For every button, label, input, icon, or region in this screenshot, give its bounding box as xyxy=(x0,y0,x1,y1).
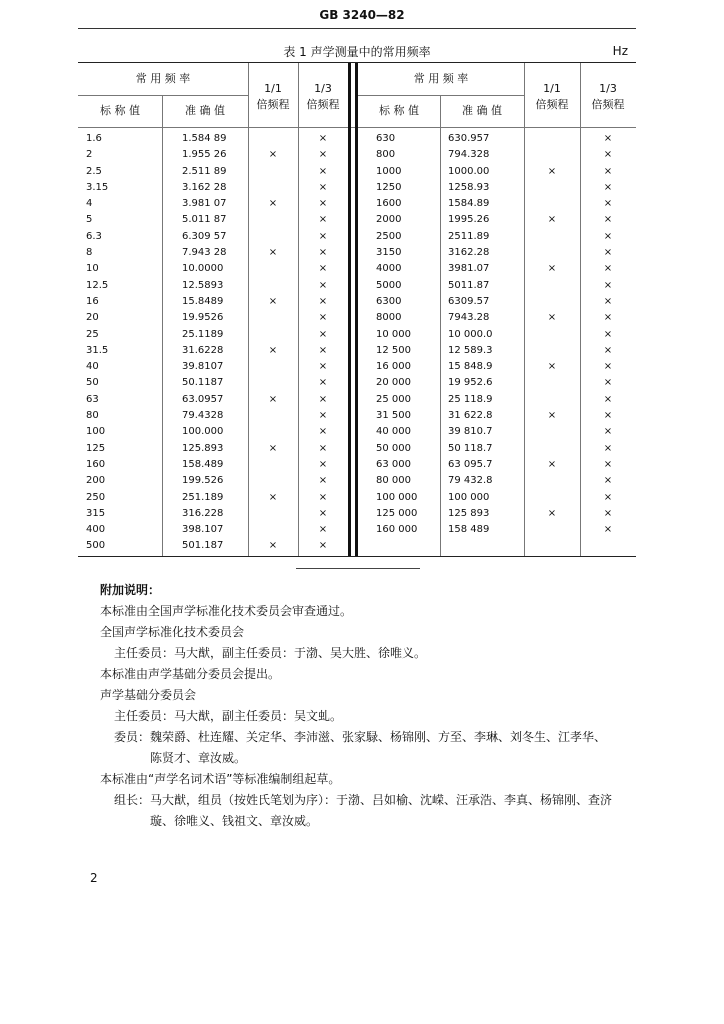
left-third-cell: × xyxy=(318,165,328,177)
right-exact-cell: 39 810.7 xyxy=(448,426,493,438)
header-freq-left: 常 用 频 率 xyxy=(135,72,191,85)
table-row xyxy=(78,441,636,457)
right-octave-cell: × xyxy=(547,458,557,470)
left-third-cell: × xyxy=(318,149,328,161)
right-third-cell: × xyxy=(603,393,613,405)
left-third-cell: × xyxy=(318,377,328,389)
table-row xyxy=(78,164,636,180)
left-exact-cell: 3.162 28 xyxy=(182,181,227,193)
left-nominal-cell: 500 xyxy=(86,540,106,552)
left-third-cell: × xyxy=(318,507,328,519)
right-third-cell: × xyxy=(603,214,613,226)
notes-title: 附加说明： xyxy=(100,583,161,597)
table-row xyxy=(78,245,636,261)
table-row xyxy=(78,294,636,310)
header-octave-left: 1/1 xyxy=(264,82,282,95)
right-nominal-cell: 100 000 xyxy=(376,491,418,503)
header-octave-band-right: 倍频程 xyxy=(535,98,569,111)
left-nominal-cell: 5 xyxy=(86,214,93,226)
left-nominal-cell: 125 xyxy=(86,442,106,454)
left-third-cell: × xyxy=(318,328,328,340)
table-row xyxy=(78,424,636,440)
right-third-cell: × xyxy=(603,295,613,307)
left-octave-cell: × xyxy=(268,149,278,161)
right-nominal-cell: 630 xyxy=(376,133,396,144)
right-third-cell: × xyxy=(603,181,613,193)
table-row xyxy=(78,473,636,489)
left-exact-cell: 5.011 87 xyxy=(182,214,227,226)
table-body xyxy=(78,131,636,555)
left-exact-cell: 10.0000 xyxy=(182,263,224,275)
left-exact-cell: 79.4328 xyxy=(182,410,224,422)
right-exact-cell: 31 622.8 xyxy=(448,410,493,422)
right-nominal-cell: 50 000 xyxy=(376,442,411,454)
left-octave-cell: × xyxy=(268,198,278,210)
right-third-cell: × xyxy=(603,198,613,210)
right-third-cell: × xyxy=(603,344,613,356)
note-line: 组长：马大猷，组员（按姓氏笔划为序）：于渤、吕如榆、沈嵘、汪承浩、李真、杨锦刚、查济 xyxy=(114,793,613,807)
left-third-cell: × xyxy=(318,230,328,242)
table-row xyxy=(78,359,636,375)
additional-notes xyxy=(100,580,660,832)
left-octave-cell: × xyxy=(268,540,278,552)
left-exact-cell: 50.1187 xyxy=(182,377,224,389)
right-exact-cell: 6309.57 xyxy=(448,295,490,307)
left-exact-cell: 12.5893 xyxy=(182,279,224,291)
right-third-cell: × xyxy=(603,524,613,536)
left-third-cell: × xyxy=(318,214,328,226)
right-octave-cell: × xyxy=(547,410,557,422)
right-exact-cell: 5011.87 xyxy=(448,279,490,291)
left-nominal-cell: 20 xyxy=(86,312,99,324)
left-nominal-cell: 16 xyxy=(86,295,99,307)
right-exact-cell: 19 952.6 xyxy=(448,377,493,389)
table-row xyxy=(78,147,636,163)
left-exact-cell: 158.489 xyxy=(182,458,224,470)
header-nominal-left: 标 称 值 xyxy=(100,104,140,117)
header-third-right: 1/3 xyxy=(599,82,617,95)
right-nominal-cell: 6300 xyxy=(376,295,402,307)
left-third-cell: × xyxy=(318,181,328,193)
right-third-cell: × xyxy=(603,377,613,389)
right-third-cell: × xyxy=(603,279,613,291)
right-third-cell: × xyxy=(603,149,613,161)
right-third-cell: × xyxy=(603,458,613,470)
right-nominal-cell: 12 500 xyxy=(376,344,411,356)
table-row xyxy=(78,261,636,277)
left-nominal-cell: 8 xyxy=(86,247,93,259)
right-exact-cell: 3981.07 xyxy=(448,263,490,275)
left-nominal-cell: 63 xyxy=(86,393,99,405)
right-third-cell: × xyxy=(603,491,613,503)
right-exact-cell: 1000.00 xyxy=(448,165,490,177)
left-nominal-cell: 100 xyxy=(86,426,106,438)
left-exact-cell: 3.981 07 xyxy=(182,198,227,210)
right-nominal-cell: 20 000 xyxy=(376,377,411,389)
left-nominal-cell: 2 xyxy=(86,149,93,161)
table-row xyxy=(78,180,636,196)
table-unit: Hz xyxy=(612,44,628,58)
right-octave-cell: × xyxy=(547,214,557,226)
left-exact-cell: 25.1189 xyxy=(182,328,224,340)
table-caption: 表 1 声学测量中的常用频率 xyxy=(283,45,431,59)
right-nominal-cell: 63 000 xyxy=(376,458,411,470)
left-third-cell: × xyxy=(318,279,328,291)
right-nominal-cell: 125 000 xyxy=(376,507,418,519)
right-nominal-cell: 3150 xyxy=(376,247,402,259)
right-third-cell: × xyxy=(603,247,613,259)
page-number: 2 xyxy=(90,871,98,885)
right-exact-cell: 794.328 xyxy=(448,149,490,161)
right-exact-cell: 63 095.7 xyxy=(448,458,493,470)
table-row xyxy=(78,457,636,473)
left-third-cell: × xyxy=(318,540,328,552)
right-nominal-cell: 80 000 xyxy=(376,475,411,487)
left-nominal-cell: 1.6 xyxy=(86,133,102,144)
left-exact-cell: 6.309 57 xyxy=(182,230,227,242)
right-exact-cell: 10 000.0 xyxy=(448,328,493,340)
right-exact-cell: 50 118.7 xyxy=(448,442,493,454)
left-exact-cell: 19.9526 xyxy=(182,312,224,324)
left-exact-cell: 39.8107 xyxy=(182,361,224,373)
right-exact-cell: 2511.89 xyxy=(448,230,490,242)
table-row xyxy=(78,408,636,424)
note-line: 本标准由“声学名词术语”等标准编制组起草。 xyxy=(100,772,341,786)
right-octave-cell: × xyxy=(547,361,557,373)
right-third-cell: × xyxy=(603,312,613,324)
left-octave-cell: × xyxy=(268,393,278,405)
right-exact-cell: 158 489 xyxy=(448,524,490,536)
note-line: 本标准由全国声学标准化技术委员会审查通过。 xyxy=(100,604,353,618)
right-third-cell: × xyxy=(603,442,613,454)
table-row xyxy=(78,522,636,538)
right-third-cell: × xyxy=(603,263,613,275)
left-third-cell: × xyxy=(318,295,328,307)
right-nominal-cell: 25 000 xyxy=(376,393,411,405)
left-nominal-cell: 12.5 xyxy=(86,279,109,291)
right-nominal-cell: 8000 xyxy=(376,312,402,324)
left-octave-cell: × xyxy=(268,442,278,454)
right-third-cell: × xyxy=(603,475,613,487)
right-third-cell: × xyxy=(603,507,613,519)
note-line: 主任委员：马大猷，副主任委员：于渤、吴大胜、徐唯义。 xyxy=(114,646,427,660)
table-row xyxy=(78,212,636,228)
left-exact-cell: 31.6228 xyxy=(182,344,224,356)
header-exact-left: 准 确 值 xyxy=(185,104,225,117)
left-third-cell: × xyxy=(318,491,328,503)
left-octave-cell: × xyxy=(268,491,278,503)
left-nominal-cell: 80 xyxy=(86,410,99,422)
note-line: 陈贤才、章汝威。 xyxy=(150,751,247,765)
note-line: 全国声学标准化技术委员会 xyxy=(100,625,245,639)
right-nominal-cell: 160 000 xyxy=(376,524,418,536)
left-exact-cell: 398.107 xyxy=(182,524,224,536)
right-exact-cell: 1584.89 xyxy=(448,198,490,210)
left-octave-cell: × xyxy=(268,295,278,307)
left-nominal-cell: 315 xyxy=(86,507,106,519)
header-nominal-right: 标 称 值 xyxy=(379,104,419,117)
right-nominal-cell: 40 000 xyxy=(376,426,411,438)
table-row xyxy=(78,538,636,554)
table-row xyxy=(78,278,636,294)
table-row xyxy=(78,392,636,408)
note-line: 声学基础分委员会 xyxy=(100,688,197,702)
grid-line xyxy=(78,95,248,96)
table-row xyxy=(78,375,636,391)
table-row xyxy=(78,490,636,506)
frequency-table xyxy=(78,62,636,557)
left-exact-cell: 199.526 xyxy=(182,475,224,487)
right-exact-cell: 15 848.9 xyxy=(448,361,493,373)
table-row xyxy=(78,310,636,326)
header-freq-right: 常 用 频 率 xyxy=(413,72,469,85)
left-nominal-cell: 2.5 xyxy=(86,165,102,177)
left-third-cell: × xyxy=(318,361,328,373)
right-nominal-cell: 1250 xyxy=(376,181,402,193)
note-line: 主任委员：马大猷，副主任委员：吴文虬。 xyxy=(114,709,343,723)
left-nominal-cell: 400 xyxy=(86,524,106,536)
left-nominal-cell: 10 xyxy=(86,263,99,275)
left-exact-cell: 7.943 28 xyxy=(182,247,227,259)
right-nominal-cell: 10 000 xyxy=(376,328,411,340)
left-third-cell: × xyxy=(318,133,328,144)
right-nominal-cell: 5000 xyxy=(376,279,402,291)
right-nominal-cell: 1000 xyxy=(376,165,402,177)
left-exact-cell: 63.0957 xyxy=(182,393,224,405)
left-nominal-cell: 3.15 xyxy=(86,181,109,193)
left-octave-cell: × xyxy=(268,247,278,259)
right-exact-cell: 3162.28 xyxy=(448,247,490,259)
right-exact-cell: 100 000 xyxy=(448,491,490,503)
right-octave-cell: × xyxy=(547,165,557,177)
left-exact-cell: 125.893 xyxy=(182,442,224,454)
right-exact-cell: 79 432.8 xyxy=(448,475,493,487)
left-exact-cell: 1.955 26 xyxy=(182,149,227,161)
right-exact-cell: 630.957 xyxy=(448,133,490,144)
table-row xyxy=(78,229,636,245)
left-exact-cell: 2.511 89 xyxy=(182,165,227,177)
left-nominal-cell: 250 xyxy=(86,491,106,503)
right-octave-cell: × xyxy=(547,507,557,519)
right-exact-cell: 25 118.9 xyxy=(448,393,493,405)
header-octave-right: 1/1 xyxy=(543,82,561,95)
right-third-cell: × xyxy=(603,361,613,373)
right-third-cell: × xyxy=(603,133,613,144)
header-third-band-left: 倍频程 xyxy=(306,98,340,111)
left-exact-cell: 251.189 xyxy=(182,491,224,503)
page-header: GB 3240—82 xyxy=(319,8,405,22)
table-row xyxy=(78,506,636,522)
left-exact-cell: 1.584 89 xyxy=(182,133,227,144)
left-third-cell: × xyxy=(318,524,328,536)
right-exact-cell: 1995.26 xyxy=(448,214,490,226)
left-octave-cell: × xyxy=(268,344,278,356)
right-exact-cell: 12 589.3 xyxy=(448,344,493,356)
right-nominal-cell: 1600 xyxy=(376,198,402,210)
table-row xyxy=(78,196,636,212)
right-third-cell: × xyxy=(603,410,613,422)
right-third-cell: × xyxy=(603,230,613,242)
left-nominal-cell: 31.5 xyxy=(86,344,109,356)
left-third-cell: × xyxy=(318,410,328,422)
left-nominal-cell: 160 xyxy=(86,458,106,470)
right-third-cell: × xyxy=(603,165,613,177)
left-third-cell: × xyxy=(318,426,328,438)
left-nominal-cell: 40 xyxy=(86,361,99,373)
right-nominal-cell: 16 000 xyxy=(376,361,411,373)
left-third-cell: × xyxy=(318,475,328,487)
grid-line xyxy=(358,95,524,96)
left-third-cell: × xyxy=(318,312,328,324)
right-third-cell: × xyxy=(603,426,613,438)
left-exact-cell: 100.000 xyxy=(182,426,224,438)
left-nominal-cell: 50 xyxy=(86,377,99,389)
right-exact-cell: 1258.93 xyxy=(448,181,490,193)
right-third-cell: × xyxy=(603,328,613,340)
left-third-cell: × xyxy=(318,198,328,210)
right-nominal-cell: 800 xyxy=(376,149,396,161)
left-nominal-cell: 4 xyxy=(86,198,93,210)
header-octave-band-left: 倍频程 xyxy=(256,98,290,111)
right-nominal-cell: 4000 xyxy=(376,263,402,275)
table-row xyxy=(78,327,636,343)
left-exact-cell: 501.187 xyxy=(182,540,224,552)
left-third-cell: × xyxy=(318,247,328,259)
header-rule xyxy=(78,28,636,29)
header-exact-right: 准 确 值 xyxy=(462,104,502,117)
left-third-cell: × xyxy=(318,458,328,470)
left-nominal-cell: 6.3 xyxy=(86,230,102,242)
left-exact-cell: 316.228 xyxy=(182,507,224,519)
left-third-cell: × xyxy=(318,442,328,454)
header-third-band-right: 倍频程 xyxy=(591,98,625,111)
table-row xyxy=(78,131,636,147)
table-row xyxy=(78,343,636,359)
note-line: 本标准由声学基础分委员会提出。 xyxy=(100,667,281,681)
right-exact-cell: 7943.28 xyxy=(448,312,490,324)
right-exact-cell: 125 893 xyxy=(448,507,490,519)
left-third-cell: × xyxy=(318,263,328,275)
right-octave-cell: × xyxy=(547,312,557,324)
left-third-cell: × xyxy=(318,393,328,405)
right-nominal-cell: 31 500 xyxy=(376,410,411,422)
left-third-cell: × xyxy=(318,344,328,356)
left-nominal-cell: 25 xyxy=(86,328,99,340)
header-third-left: 1/3 xyxy=(314,82,332,95)
right-octave-cell: × xyxy=(547,263,557,275)
left-nominal-cell: 200 xyxy=(86,475,106,487)
right-nominal-cell: 2500 xyxy=(376,230,402,242)
notes-divider xyxy=(296,568,420,569)
note-line: 璇、徐唯义、钱祖文、章汝威。 xyxy=(150,814,319,828)
right-nominal-cell: 2000 xyxy=(376,214,402,226)
left-exact-cell: 15.8489 xyxy=(182,295,224,307)
note-line: 委员：魏荣爵、杜连耀、关定华、李沛滋、张家騄、杨锦刚、方至、李琳、刘冬生、江孝华、 xyxy=(114,730,607,744)
